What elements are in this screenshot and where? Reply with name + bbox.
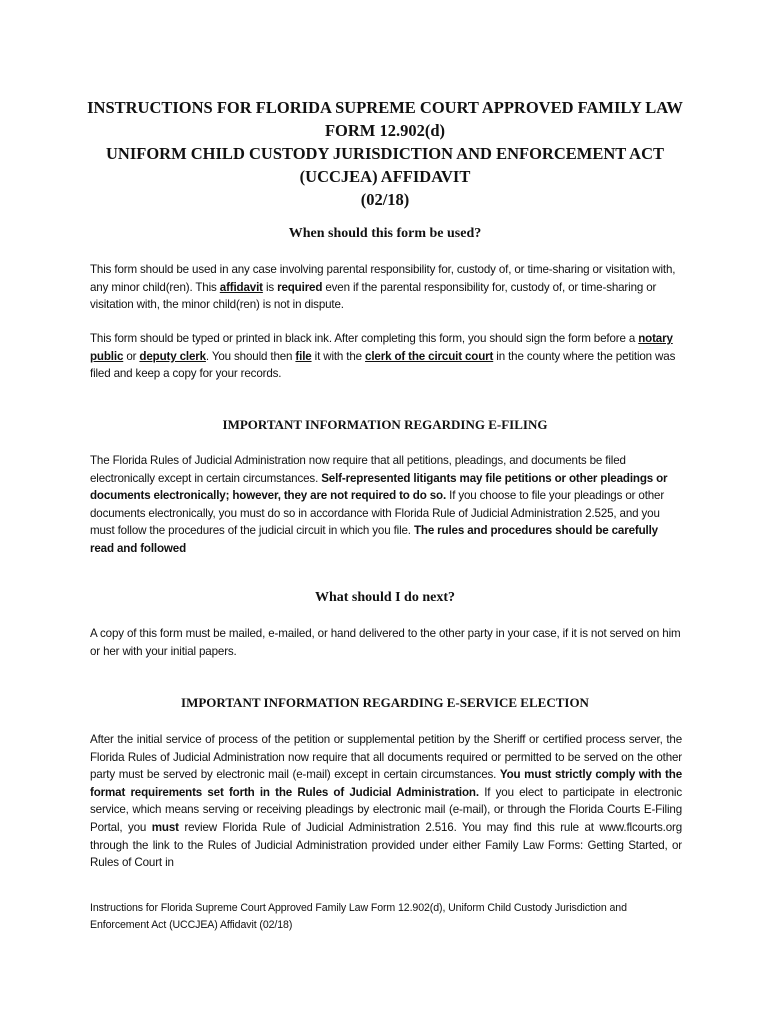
next-heading: What should I do next? xyxy=(314,590,456,605)
underlined-term: file xyxy=(295,349,312,363)
text-run: it with the xyxy=(311,349,366,363)
text-run: even if the parental responsibility for, custody of, or time-sharing or visitation with, the minor child(ren) is not in dispute. xyxy=(90,280,657,312)
title-line: (UCCJEA) AFFIDAVIT xyxy=(299,167,471,186)
title-line: (02/18) xyxy=(360,190,410,209)
document-title xyxy=(60,96,710,211)
text-run: The Florida Rules of Judicial Administration now require that all petitions, pleadings, and documents be filed electronically except in certain circumstances. xyxy=(90,454,626,485)
page-footer: Instructions for Florida Supreme Court Approved Family Law Form 12.902(d), Uniform Child Custody Jurisdiction and Enforcement Act (UCCJEA) Affidavit (02/18) xyxy=(90,902,627,931)
text-run: If you elect to participate in electronic service, which means serving or receiving pleadings by electronic mail (e-mail), or through the Florida Courts E-Filing Portal, you xyxy=(90,785,682,834)
efiling-heading: IMPORTANT INFORMATION REGARDING E-FILING xyxy=(222,417,548,432)
bold-text: Self-represented litigants may file petitions or other pleadings or documents electronically; however, they are not required to do so. xyxy=(90,471,668,503)
when-paragraph-1 xyxy=(90,261,682,314)
underlined-term: notary public xyxy=(90,332,673,363)
bold-text: required xyxy=(277,280,323,294)
text-run: After the initial service of process of the petition or supplemental petition by the Sheriff or certified process server, the Florida Rules of Judicial Administration now require that all documents required or permitted to be served on the other party must be served by electronic mail (e-mail) except in certain circumstances. xyxy=(90,733,682,782)
bold-text: You must strictly comply with the format requirements set forth in the Rules of Judicial Administration. xyxy=(90,768,682,799)
text-run: review Florida Rule of Judicial Administration 2.516. You may find this rule at www.flcourts.org through the link to the Rules of Judicial Administration provided under either Family Law Forms: Getting Started, or Rules of Court in xyxy=(90,820,682,870)
text-run: This form should be typed or printed in black ink. After completing this form, you should sign the form before a xyxy=(90,332,639,345)
next-paragraph xyxy=(90,625,682,660)
underlined-term: clerk of the circuit court xyxy=(365,349,494,363)
efiling-paragraph xyxy=(90,452,682,558)
title-line: INSTRUCTIONS FOR FLORIDA SUPREME COURT APPROVED FAMILY LAW xyxy=(87,98,683,117)
eservice-heading: IMPORTANT INFORMATION REGARDING E-SERVICE ELECTION xyxy=(181,695,589,710)
text-run: in the county where the petition was filed and keep a copy for your records. xyxy=(90,349,676,381)
text-run: . You should then xyxy=(205,349,296,363)
underlined-term: deputy clerk xyxy=(139,349,206,363)
text-run: is xyxy=(262,280,278,294)
title-line: FORM 12.902(d) xyxy=(324,121,446,140)
underlined-term: affidavit xyxy=(219,280,263,294)
title-line: UNIFORM CHILD CUSTODY JURISDICTION AND ENFORCEMENT ACT xyxy=(105,144,664,163)
text-run: This form should be used in any case involving parental responsibility for, custody of, or time-sharing or visitation with, any minor child(ren). This xyxy=(90,263,676,294)
bold-text: must xyxy=(151,820,179,834)
bold-text: The rules and procedures should be carefully read and followed xyxy=(90,524,658,555)
when-paragraph-2 xyxy=(90,330,682,383)
text-run: or xyxy=(123,349,140,363)
eservice-paragraph xyxy=(90,731,682,872)
text-run: A copy of this form must be mailed, e-mailed, or hand delivered to the other party in your case, if it is not served on him or her with your initial papers. xyxy=(90,627,681,658)
text-run: If you choose to file your pleadings or other documents electronically, you must do so in accordance with Florida Rule of Judicial Administration 2.525, and you must follow the procedures of the judicial circuit in which you file. xyxy=(90,489,665,538)
when-heading: When should this form be used? xyxy=(288,226,482,241)
